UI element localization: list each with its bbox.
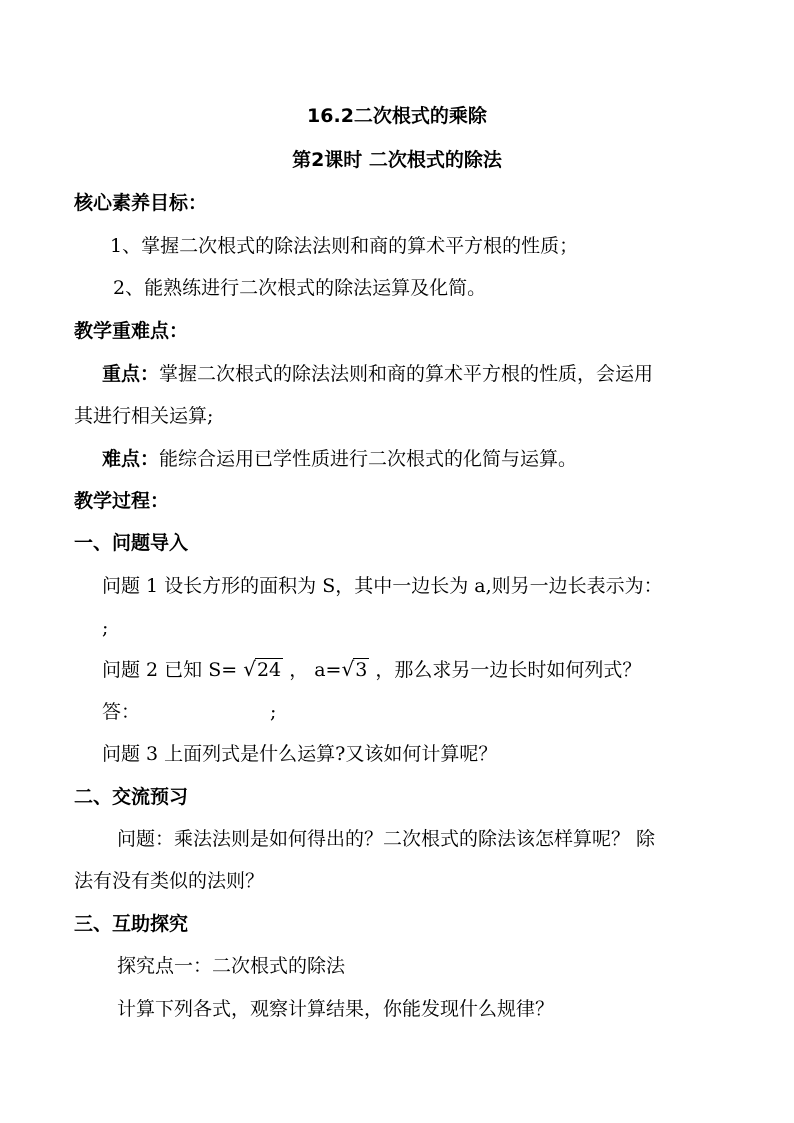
process-heading: 教学过程：	[74, 490, 170, 512]
question-2-line	[102, 656, 641, 683]
answer-end: ;	[270, 701, 277, 723]
question-3: 问题 3 上面列式是什么运算?又该如何计算呢？	[102, 743, 498, 765]
difficulty-text: 能综合运用已学性质进行二次根式的化简与运算。	[159, 448, 578, 470]
question-2-answer	[102, 699, 276, 725]
section-3-heading: 三、互助探究	[74, 913, 189, 935]
answer-label: 答：	[102, 701, 141, 723]
question-1-line-1: 问题 1 设长方形的面积为 S，其中一边长为 a,则另一边长表示为：	[102, 575, 663, 597]
explore-point-1-task: 计算下列各式，观察计算结果，你能发现什么规律？	[117, 998, 555, 1020]
explore-point-1: 探究点一：二次根式的除法	[117, 955, 346, 977]
section-2-line-1: 问题：乘法法则是如何得出的？二次根式的除法该怎样算呢？ 除	[117, 828, 656, 850]
sqrt-24	[243, 656, 283, 683]
focus-label: 重点：	[102, 363, 160, 385]
question-2-prefix: 问题 2 已知 S=	[102, 659, 238, 681]
goal-item-2: 2、能熟练进行二次根式的除法运算及化简。	[113, 277, 487, 299]
document-title: 16.2二次根式的乘除	[307, 105, 487, 127]
question-2-mid: ， a=	[289, 659, 342, 681]
section-2-line-2: 法有没有类似的法则？	[74, 870, 265, 892]
sqrt-3	[341, 656, 369, 683]
difficulty-label: 难点：	[102, 448, 160, 470]
section-2-heading: 二、交流预习	[74, 786, 189, 808]
radicand-3: 3	[355, 659, 368, 681]
radical-sign-icon: √	[243, 657, 256, 681]
question-2-suffix: ，那么求另一边长时如何列式？	[369, 659, 642, 681]
radical-sign-icon: √	[341, 657, 355, 681]
goal-item-1: 1、掌握二次根式的除法法则和商的算术平方根的性质；	[110, 235, 579, 257]
key-points-heading: 教学重难点：	[74, 320, 189, 342]
goals-heading: 核心素养目标：	[74, 192, 208, 214]
focus-line-2: 其进行相关运算;	[74, 405, 214, 427]
question-1-line-2: ;	[102, 617, 109, 639]
focus-text: 掌握二次根式的除法法则和商的算术平方根的性质，会运用	[159, 363, 654, 385]
section-1-heading: 一、问题导入	[74, 532, 189, 554]
difficulty-line	[102, 446, 577, 472]
lesson-subtitle: 第2课时 二次根式的除法	[292, 149, 502, 171]
radicand-24: 24	[256, 659, 282, 681]
focus-line-1	[102, 361, 653, 387]
